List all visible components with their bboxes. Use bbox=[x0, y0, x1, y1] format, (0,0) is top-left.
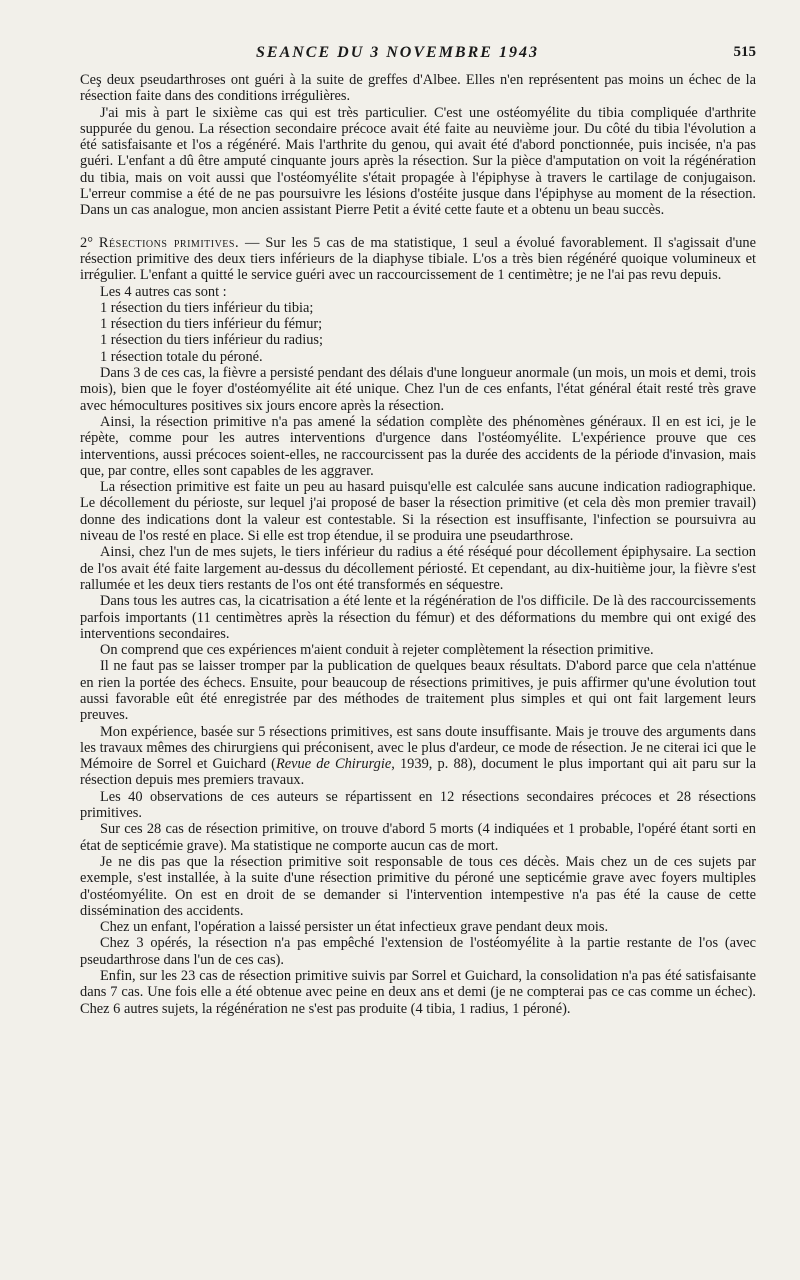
list-item: 1 résection du tiers inférieur du fémur; bbox=[100, 316, 323, 333]
article-body bbox=[80, 72, 756, 1017]
section-primary-resections bbox=[80, 235, 756, 284]
paragraph-sorrel-guichard bbox=[80, 724, 756, 789]
paragraph-sixth-case: J'ai mis à part le sixième cas qui est très particulier. C'est une ostéomyélite du tibia compliquée d'arthrite suppurée du genou. La résection secondaire précoce avait été faite au neuvième jour. Du côté du tibia l'évolution a été satisfaisante et l'os a régénéré. Mais l'arthrite du genou, qui avait été d'abord ponctionnée, puis incisée, n'a pas guéri. L'enfant a dû être amputé cinquante jours après la résection. Sur la pièce d'amputation on voit la régénération du tibia, mais on voit aussi que l'ostéomyélite s'était propagée à l'épiphyse à travers le cartilage de conjugaison. L'erreur commise a été de ne pas poursuivre les lésions d'ostéite jusque dans l'épiphyse au moment de la résection. Dans un cas analogue, mon ancien assistant Pierre Petit a évité cette faute et a obtenu un beau succès. bbox=[80, 104, 756, 219]
list-item: 1 résection du tiers inférieur du radius; bbox=[100, 332, 323, 349]
paragraph: Dans tous les autres cas, la cicatrisation a été lente et la régénération de l'os difficile. De là des raccourcissements parfois importants (11 centimètres après la résection du fémur) et des déformations du membre qui ont exigé des interventions secondaires. bbox=[80, 593, 756, 642]
paragraph: Je ne dis pas que la résection primitive soit responsable de tous ces décès. Mais chez un de ces sujets par exemple, s'est installée, à la suite d'une résection primitive du péroné une septicémie grave avec foyers multiples d'ostéomyélite. On est en droit de se demander si l'intervention intempestive n'a pas été la cause de cette dissémination des accidents. bbox=[80, 853, 756, 919]
section-number: 2° bbox=[80, 234, 93, 251]
paragraph-pseudarthroses: Ceş deux pseudarthroses ont guéri à la suite de greffes d'Albee. Elles n'en représentent pas moins un échec de la résection faite dans des conditions irrégulières. bbox=[80, 72, 756, 105]
paragraph: Sur ces 28 cas de résection primitive, on trouve d'abord 5 morts (4 indiquées et 1 probable, l'opéré étant sorti en état de septicémie grave). Ma statistique ne comporte aucun cas de mort. bbox=[80, 821, 756, 854]
list-item: 1 résection du tiers inférieur du tibia; bbox=[100, 299, 314, 316]
paragraph: Dans 3 de ces cas, la fièvre a persisté pendant des délais d'une longueur anormale (un mois, un mois et demi, trois mois), bien que le foyer d'ostéomyélite ait été unique. Chez l'un de ces enfants, l'état général était resté très grave avec hémocultures positives six jours encore après la résection. bbox=[80, 365, 756, 414]
sorrel-text-after: , 1939, p. 88), document le plus important qui ait paru sur la résection depuis mes premiers travaux. bbox=[80, 756, 756, 789]
list-item: 1 résection totale du péroné. bbox=[100, 348, 263, 365]
paragraph: Enfin, sur les 23 cas de résection primitive suivis par Sorrel et Guichard, la consolidation n'a pas été satisfaisante dans 7 cas. Une fois elle a été obtenue avec peine en deux ans et demi (je ne compterai pas ce cas comme un échec). Chez 6 autres sujets, la régénération ne s'est pas produite (4 tibia, 1 radius, 1 péroné). bbox=[80, 968, 756, 1017]
paragraph: Il ne faut pas se laisser tromper par la publication de quelques beaux résultats. D'abord parce que cela n'atténue en rien la portée des échecs. Ensuite, pour beaucoup de résections primitives, je puis affirmer qu'une évolution tout aussi favorable eût été enregistrée par des méthodes de traitement plus simples et qui ont fait largement leurs preuves. bbox=[80, 658, 756, 724]
sorrel-text-before: Mon expérience, basée sur 5 résections primitives, est sans doute insuffisante. Mais je trouve des arguments dans les travaux mêmes des chirurgiens qui préconisent, avec le plus d'ardeur, ce mode de résection. Je ne citerai ici que le Mémoire de Sorrel et Guichard ( bbox=[80, 723, 756, 773]
journal-title: Revue de Chirurgie bbox=[275, 756, 392, 773]
list-intro: Les 4 autres cas sont : bbox=[100, 283, 227, 300]
paragraph: Chez un enfant, l'opération a laissé persister un état infectieux grave pendant deux mois. bbox=[100, 919, 609, 936]
paragraph: On comprend que ces expériences m'aient conduit à rejeter complètement la résection primitive. bbox=[100, 642, 654, 659]
paragraph: La résection primitive est faite un peu au hasard puisqu'elle est calculée sans aucune indication radiographique. Le décollement du périoste, sur lequel j'ai proposé de baser la résection primitive (et cela dès mon premier travail) donne des indications dont la valeur est contestable. Si la résection est insuffisante, l'infection se poursuivra au niveau de l'os resté en place. Si elle est trop étendue, il se produira une pseudarthrose. bbox=[80, 479, 756, 545]
paragraph: Chez 3 opérés, la résection n'a pas empêché l'extension de l'ostéomyélite à la partie restante de l'os (avec pseudarthrose dans l'un de ces cas). bbox=[80, 935, 756, 968]
section-heading: Résections primitives. bbox=[98, 234, 240, 251]
paragraph: Les 40 observations de ces auteurs se répartissent en 12 résections secondaires précoces et 28 résections primitives. bbox=[80, 788, 756, 822]
paragraph: Ainsi, chez l'un de mes sujets, le tiers inférieur du radius a été réséqué pour décollement épiphysaire. La section de l'os avait été faite largement au-dessus du décollement périosté. Et cependant, au dix-huitième jour, la fièvre s'est rallumée et les deux tiers restants de l'os ont été transformés en séquestre. bbox=[80, 544, 756, 593]
paragraph: Ainsi, la résection primitive n'a pas amené la sédation complète des phénomènes généraux. Il en est ici, je le répète, comme pour les autres interventions d'urgence dans l'ostéomyélite. L'expérience prouve que ces interventions, aussi précoces soient-elles, ne raccourcissent pas la durée des accidents de la période d'invasion, mais que, par contre, elles sont capables de les aggraver. bbox=[80, 413, 756, 479]
section-text: — Sur les 5 cas de ma statistique, 1 seul a évolué favorablement. Il s'agissait d'une résection primitive des deux tiers inférieurs de la diaphyse tibiale. L'os a très bien régénéré quoique volumineux et irrégulier. L'enfant a quitté le service guéri avec un raccourcissement de 1 centimètre; je ne l'ai pas revu depuis. bbox=[80, 234, 756, 284]
running-head bbox=[80, 44, 756, 72]
running-title: SEANCE DU 3 NOVEMBRE 1943 bbox=[256, 44, 539, 61]
page-number: 515 bbox=[733, 44, 756, 60]
section-gap bbox=[80, 219, 756, 235]
